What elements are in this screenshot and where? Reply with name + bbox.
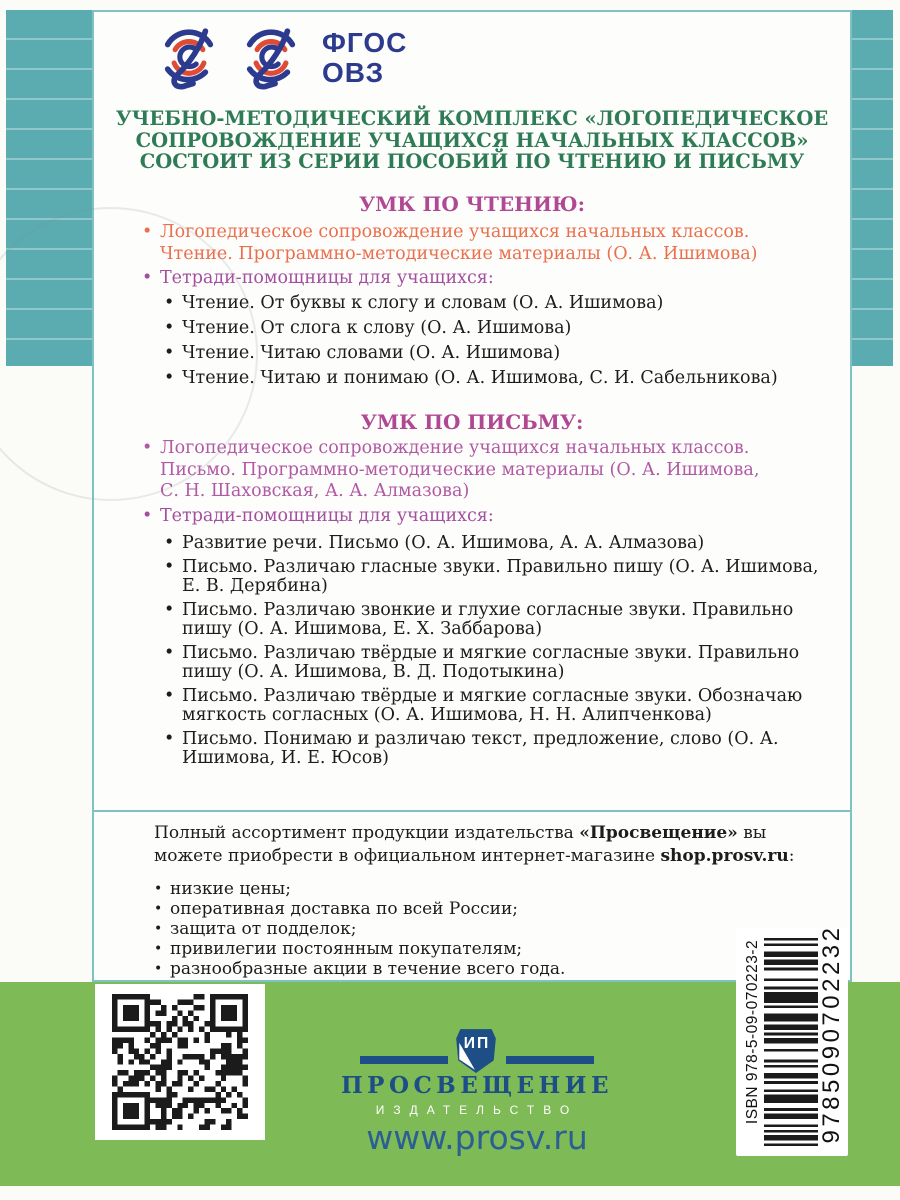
reading-tetradi-label: Тетради-помощницы для учащихся:	[160, 268, 494, 288]
shop-intro-text: :	[788, 846, 795, 866]
list-item: • Развитие речи. Письмо (О. А. Ишимова, А. А. Алмазова)	[164, 533, 705, 553]
bullet-icon: •	[154, 921, 163, 937]
logo-rule-left	[360, 1056, 448, 1064]
benefit-item: • разнообразные акции в течение всего года.	[154, 959, 566, 979]
list-item: • Чтение. Читаю словами (О. А. Ишимова)	[164, 343, 561, 363]
umk-heading-line: СОСТОИТ ИЗ СЕРИИ ПОСОБИЙ ПО ЧТЕНИЮ И ПИСЬМУ	[139, 150, 805, 173]
bullet-icon: •	[164, 293, 175, 313]
writing-program-line: Письмо. Программно-методические материалы (О. А. Ишимова,	[160, 459, 760, 480]
bullet-icon: •	[154, 881, 163, 897]
benefit-item: • привилегии постоянным покупателям;	[154, 939, 523, 959]
fgos-ovz-badge	[322, 28, 407, 88]
list-item: • Письмо. Различаю гласные звуки. Правильно пишу (О. А. Ишимова, Е. В. Дерябина)	[164, 557, 819, 596]
shop-site-text: shop.prosv.ru	[660, 846, 789, 866]
card-divider	[94, 810, 850, 812]
logo-rule-right	[506, 1056, 594, 1064]
bullet-icon: •	[164, 686, 175, 706]
writing-items-list	[142, 534, 840, 773]
bullet-icon: •	[164, 343, 175, 363]
publisher-logo-letters: ИП	[463, 1034, 491, 1052]
umk-heading-line: УЧЕБНО-МЕТОДИЧЕСКИЙ КОМПЛЕКС «ЛОГОПЕДИЧЕСКОЕ	[115, 107, 829, 130]
bullet-icon: •	[164, 318, 175, 338]
fgos-ring-icon	[158, 24, 220, 104]
shop-benefits-list	[154, 879, 802, 979]
bullet-icon: •	[164, 557, 175, 577]
bullet-icon: •	[154, 901, 163, 917]
writing-program-item	[142, 438, 818, 503]
writing-program-line: С. Н. Шаховская, А. А. Алмазова)	[160, 481, 470, 501]
bullet-icon: •	[154, 961, 163, 977]
list-item: • Письмо. Различаю твёрдые и мягкие согласные звуки. Правильно пишу (О. А. Ишимова, В. Д. Подотыкина)	[164, 643, 800, 682]
qr-code	[95, 984, 265, 1140]
page-bottom-margin	[0, 1186, 900, 1200]
reading-items-list	[142, 294, 840, 394]
reading-program-line: Чтение. Программно-методические материалы (О. А. Ишимова)	[160, 244, 758, 264]
bullet-icon: •	[154, 941, 163, 957]
publisher-name: ПРОСВЕЩЕНИЕ	[340, 1072, 614, 1099]
barcode-icon	[764, 938, 818, 1146]
umk-heading-line: СОПРОВОЖДЕНИЕ УЧАЩИХСЯ НАЧАЛЬНЫХ КЛАССОВ»	[135, 128, 809, 152]
content-card	[92, 10, 852, 982]
reading-section-title: УМК ПО ЧТЕНИЮ:	[358, 192, 586, 216]
writing-program-line: Логопедическое сопровождение учащихся начальных классов.	[160, 438, 750, 458]
fgos-badge-line2: ОВЗ	[322, 57, 385, 88]
writing-tetradi-item	[142, 506, 818, 526]
writing-tetradi-label: Тетради-помощницы для учащихся:	[160, 506, 494, 526]
fgos-ring-icon	[240, 24, 302, 104]
shop-info-section	[154, 822, 802, 979]
reading-program-item	[142, 221, 818, 265]
list-item: • Письмо. Различаю звонкие и глухие согласные звуки. Правильно пишу (О. А. Ишимова, Е. Х. Заббарова)	[164, 600, 794, 639]
publisher-logo-icon	[453, 1026, 499, 1074]
benefit-item: • защита от подделок;	[154, 919, 357, 939]
bullet-icon: •	[142, 268, 153, 288]
bullet-icon: •	[142, 222, 153, 242]
list-item: • Чтение. От слога к слову (О. А. Ишимова)	[164, 318, 572, 338]
writing-section-title: УМК ПО ПИСЬМУ:	[360, 410, 584, 434]
isbn-label: ISBN 978-5-09-070223-2	[744, 939, 761, 1125]
fgos-badge-line1: ФГОС	[322, 27, 408, 58]
shop-intro-text: вы	[737, 823, 767, 843]
shop-intro	[154, 822, 802, 868]
bullet-icon: •	[164, 533, 175, 553]
list-item: • Письмо. Понимаю и различаю текст, предложение, слово (О. А. Ишимова, И. Е. Юсов)	[164, 729, 779, 768]
barcode-block	[736, 924, 848, 1156]
list-item: • Чтение. Читаю и понимаю (О. А. Ишимова, С. И. Сабельникова)	[164, 368, 778, 388]
shop-intro-text: можете приобрести в официальном интернет-магазине	[154, 846, 661, 866]
publisher-site-url: www.prosv.ru	[366, 1118, 588, 1157]
publisher-brand-text: «Просвещение»	[579, 823, 738, 843]
bullet-icon: •	[164, 643, 175, 663]
reading-tetradi-item	[142, 268, 818, 288]
bullet-icon: •	[142, 438, 153, 458]
bullet-icon: •	[164, 600, 175, 620]
publisher-role: ИЗДАТЕЛЬСТВО	[375, 1103, 579, 1117]
qr-code-icon	[112, 994, 248, 1130]
bullet-icon: •	[164, 368, 175, 388]
list-item: • Чтение. От буквы к слогу и словам (О. А. Ишимова)	[164, 293, 664, 313]
bullet-icon: •	[142, 506, 153, 526]
benefit-item: • оперативная доставка по всей России;	[154, 899, 519, 919]
list-item: • Письмо. Различаю твёрдые и мягкие согласные звуки. Обозначаю мягкость согласных (О. А. Ишимова, Н. Н. Алипченкова)	[164, 686, 803, 725]
reading-program-line: Логопедическое сопровождение учащихся начальных классов.	[160, 222, 750, 242]
barcode-number: 9785090702232	[818, 924, 845, 1144]
bullet-icon: •	[164, 729, 175, 749]
shop-intro-text: Полный ассортимент продукции издательства	[154, 823, 580, 843]
benefit-item: • низкие цены;	[154, 879, 291, 899]
umk-heading	[104, 108, 840, 173]
